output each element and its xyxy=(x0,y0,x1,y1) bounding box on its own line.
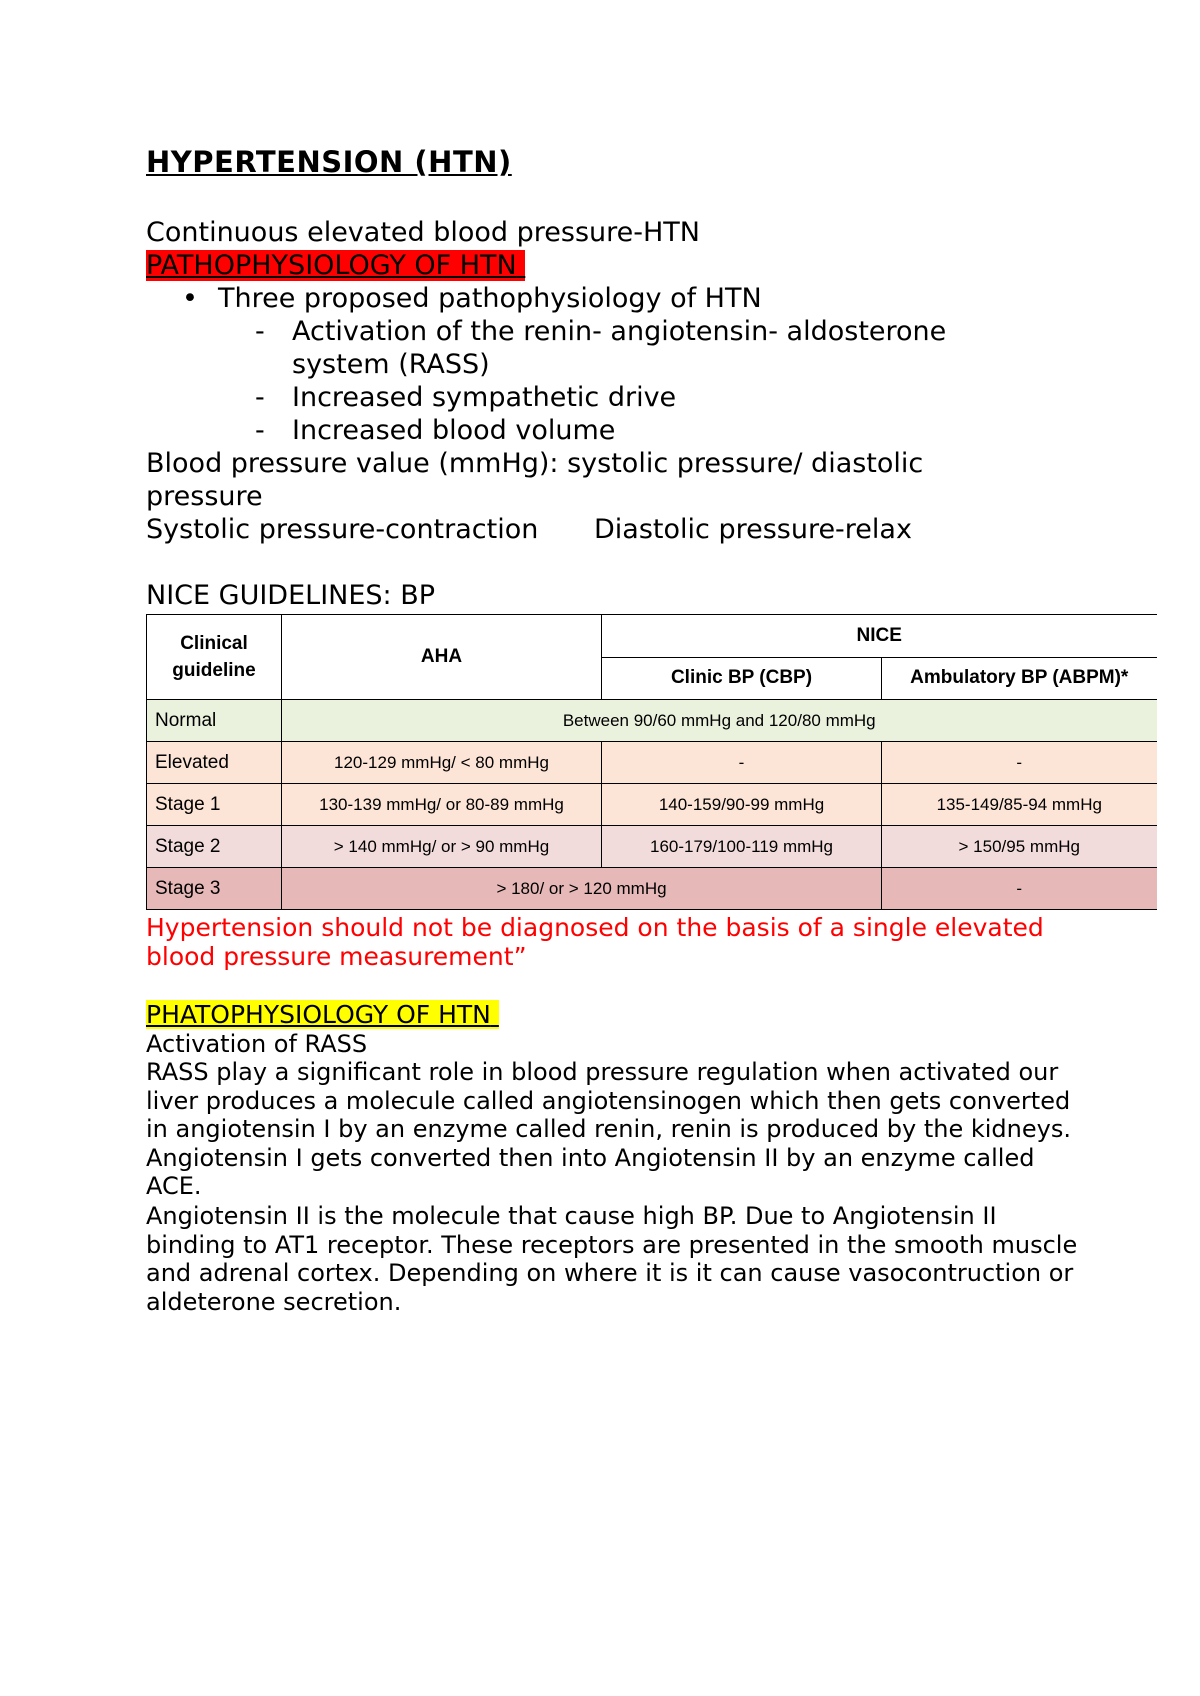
bp-classification-table xyxy=(146,614,1157,910)
section2-heading-text: PHATOPHYSIOLOGY OF HTN xyxy=(146,1000,491,1029)
cell-abpm: - xyxy=(882,868,1157,910)
cell-aha: 120-129 mmHg/ < 80 mmHg xyxy=(282,742,602,784)
nice-heading: NICE GUIDELINES: BP xyxy=(146,580,436,611)
header-nice: NICE xyxy=(602,615,1157,658)
table-row-stage1 xyxy=(147,784,1157,826)
section-heading-pathophysiology xyxy=(146,249,525,282)
warning-line2: blood pressure measurement” xyxy=(146,942,527,971)
section2-heading xyxy=(146,1001,1086,1030)
warning-line1: Hypertension should not be diagnosed on the basis of a single elevated xyxy=(146,913,1044,942)
paragraph-angiotensin: Angiotensin II is the molecule that cause high BP. Due to Angiotensin II binding to AT1 receptor. These receptors are presented in the smooth muscle and adrenal cortex. Depending on where it is it can cause vasocontruction or aldeterone secretion. xyxy=(146,1202,1078,1316)
header-clinical-guideline xyxy=(147,615,282,700)
sub-item: Increased sympathetic drive xyxy=(292,382,677,413)
header-cbp: Clinic BP (CBP) xyxy=(602,657,882,700)
row-label: Stage 2 xyxy=(147,826,282,868)
bullet-marker: • xyxy=(182,283,198,314)
section2-subheading: Activation of RASS xyxy=(146,1030,368,1058)
cell-value: Between 90/60 mmHg and 120/80 mmHg xyxy=(282,700,1157,742)
table-row-elevated xyxy=(147,742,1157,784)
cell-abpm: 135-149/85-94 mmHg xyxy=(882,784,1157,826)
header-guideline-text: guideline xyxy=(172,660,256,681)
row-label: Stage 3 xyxy=(147,868,282,910)
bullet-item: Three proposed pathophysiology of HTN xyxy=(218,283,762,314)
sub-item: system (RASS) xyxy=(292,349,490,380)
cell-cbp: - xyxy=(602,742,882,784)
cell-abpm: > 150/95 mmHg xyxy=(882,826,1157,868)
cell-cbp: 160-179/100-119 mmHg xyxy=(602,826,882,868)
diastolic-text: Diastolic pressure-relax xyxy=(594,514,912,545)
row-label: Normal xyxy=(147,700,282,742)
table-row-stage3 xyxy=(147,868,1157,910)
cell-aha: 130-139 mmHg/ or 80-89 mmHg xyxy=(282,784,602,826)
intro-line: Continuous elevated blood pressure-HTN xyxy=(146,217,701,248)
header-aha: AHA xyxy=(282,615,602,700)
dash-marker: - xyxy=(255,316,265,347)
section-heading-text: PATHOPHYSIOLOGY OF HTN xyxy=(146,250,517,281)
header-clinical-text: Clinical xyxy=(180,633,248,654)
cell-cbp: 140-159/90-99 mmHg xyxy=(602,784,882,826)
diagnosis-warning xyxy=(146,913,1126,971)
dash-marker: - xyxy=(255,415,265,446)
table-row-stage2 xyxy=(147,826,1157,868)
dash-marker: - xyxy=(255,382,265,413)
page-title: HYPERTENSION (HTN) xyxy=(146,145,512,179)
cell-aha-cbp: > 180/ or > 120 mmHg xyxy=(282,868,882,910)
sub-item: Increased blood volume xyxy=(292,415,616,446)
row-label: Elevated xyxy=(147,742,282,784)
row-label: Stage 1 xyxy=(147,784,282,826)
bp-value-line-cont: pressure xyxy=(146,481,263,512)
cell-abpm: - xyxy=(882,742,1157,784)
table-row-normal xyxy=(147,700,1157,742)
cell-aha: > 140 mmHg/ or > 90 mmHg xyxy=(282,826,602,868)
bp-value-line: Blood pressure value (mmHg): systolic pressure/ diastolic xyxy=(146,448,924,479)
paragraph-rass: RASS play a significant role in blood pressure regulation when activated our liver produces a molecule called angiotensinogen which then gets converted in angiotensin I by an enzyme called renin, renin is produced by the kidneys. Angiotensin I gets converted then into Angiotensin II by an enzyme called ACE. xyxy=(146,1058,1071,1200)
table-header-row xyxy=(147,615,1157,658)
sub-item: Activation of the renin- angiotensin- aldosterone xyxy=(292,316,947,347)
systolic-text: Systolic pressure-contraction xyxy=(146,514,539,545)
header-abpm: Ambulatory BP (ABPM)* xyxy=(882,657,1157,700)
